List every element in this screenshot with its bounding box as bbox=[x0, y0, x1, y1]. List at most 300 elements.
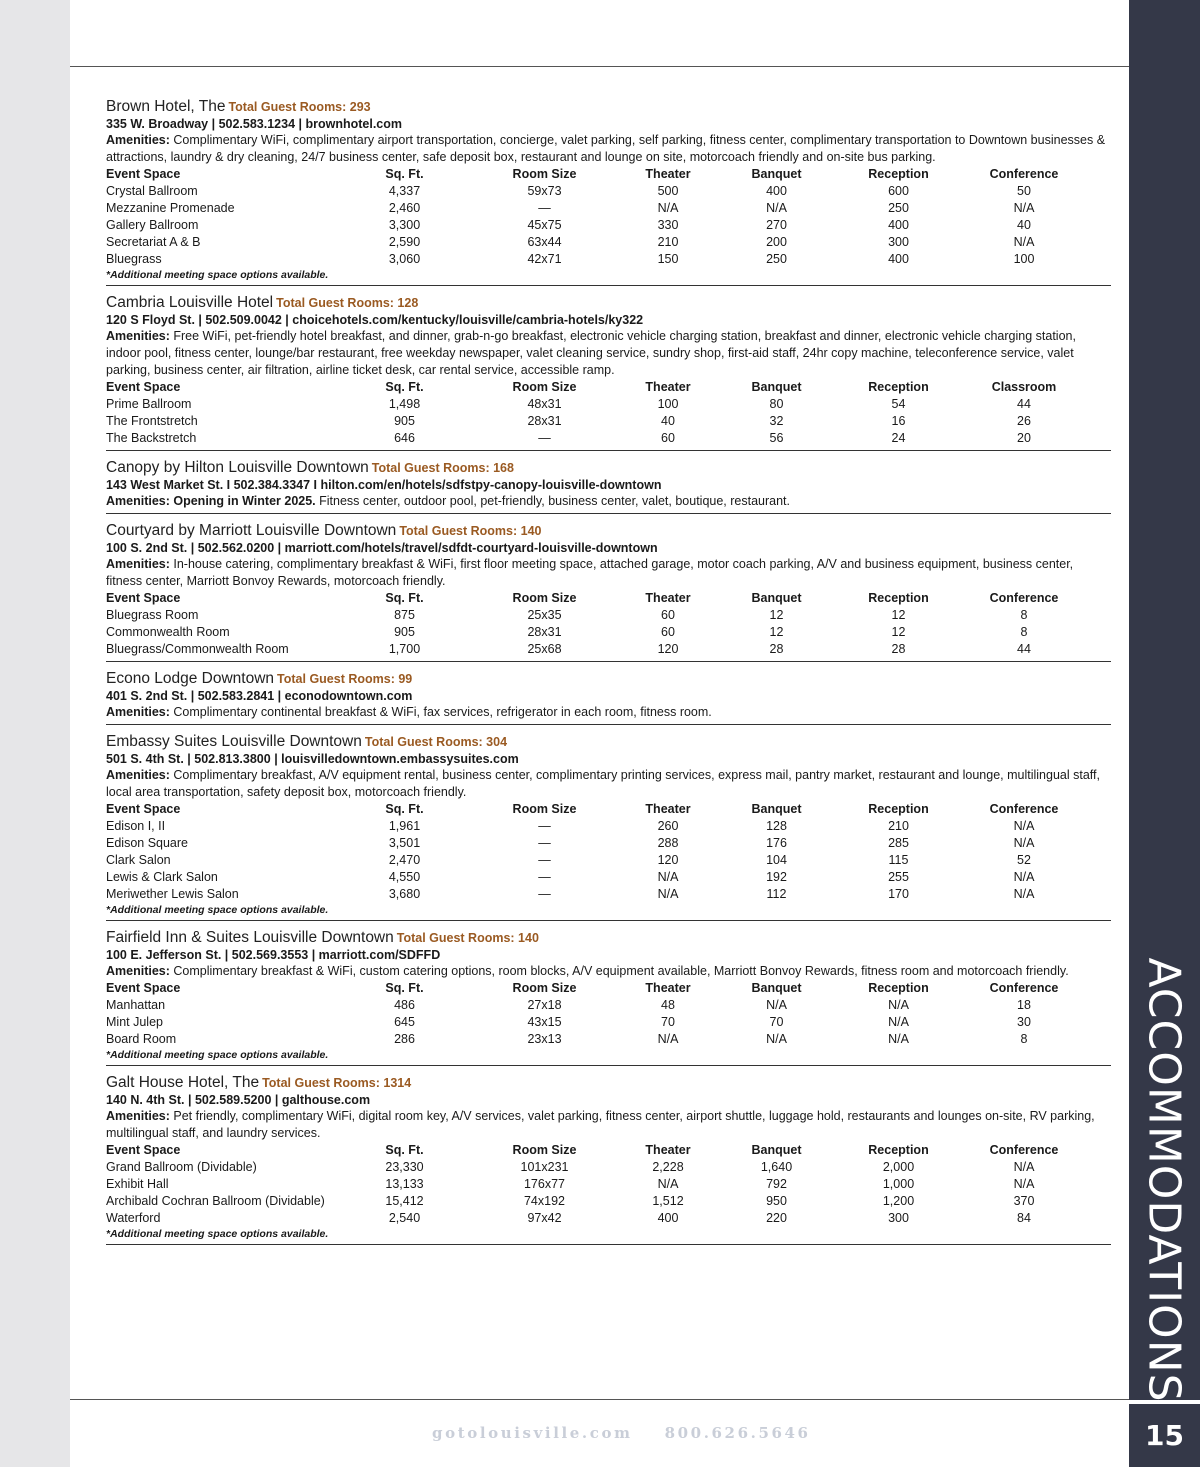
column-header: Sq. Ft. bbox=[385, 802, 424, 816]
table-cell: 44 bbox=[1017, 642, 1031, 656]
table-cell: 875 bbox=[394, 608, 415, 622]
total-guest-rooms: Total Guest Rooms: 168 bbox=[371, 461, 514, 475]
table-cell: Mint Julep bbox=[106, 1015, 163, 1029]
table-cell: 300 bbox=[888, 1211, 909, 1225]
hotel-contact: 100 E. Jefferson St. | 502.569.3553 | marriott.com/SDFFD bbox=[106, 948, 441, 962]
amenities bbox=[106, 767, 1111, 801]
section-label: ACCOMMODATIONS bbox=[1138, 957, 1190, 1403]
table-cell: 100 bbox=[657, 397, 679, 411]
column-header: Theater bbox=[645, 1143, 691, 1157]
hotel-name: Galt House Hotel, The bbox=[106, 1074, 260, 1091]
table-cell: 8 bbox=[1020, 608, 1028, 622]
table-cell: 60 bbox=[661, 431, 675, 445]
table-cell: 2,460 bbox=[388, 201, 421, 215]
column-header: Reception bbox=[868, 981, 929, 995]
table-cell: 100 bbox=[1013, 252, 1035, 266]
total-guest-rooms: Total Guest Rooms: 99 bbox=[277, 672, 413, 686]
column-header: Theater bbox=[645, 981, 691, 995]
table-row bbox=[106, 183, 1104, 200]
footer bbox=[432, 1424, 811, 1442]
column-header: Room Size bbox=[512, 167, 577, 181]
table-row bbox=[106, 396, 1104, 413]
table-cell: 400 bbox=[766, 184, 787, 198]
column-header: Theater bbox=[645, 380, 691, 394]
column-header: Room Size bbox=[512, 802, 577, 816]
table-cell: 646 bbox=[394, 431, 415, 445]
table-row bbox=[106, 641, 1104, 658]
table-cell: N/A bbox=[1013, 887, 1035, 901]
table-cell: Board Room bbox=[106, 1032, 177, 1046]
table-cell: 32 bbox=[769, 414, 784, 428]
amenities-label: Amenities: bbox=[106, 1109, 170, 1123]
table-cell: 115 bbox=[888, 853, 909, 867]
table-cell: Edison Square bbox=[106, 836, 189, 850]
table-cell: Mezzanine Promenade bbox=[106, 201, 235, 215]
total-guest-rooms: Total Guest Rooms: 304 bbox=[364, 735, 508, 749]
table-cell: 192 bbox=[766, 870, 787, 884]
page-number: 15 bbox=[1129, 1404, 1200, 1467]
table-cell: 3,680 bbox=[388, 887, 421, 901]
table-row bbox=[106, 234, 1104, 251]
table-cell: N/A bbox=[766, 1032, 787, 1046]
hotel-contact: 100 S. 2nd St. | 502.562.0200 | marriott.com/hotels/travel/sdfdt-courtyard-louisville-downtown bbox=[106, 541, 658, 555]
table-cell: 44 bbox=[1017, 397, 1031, 411]
table-cell: 50 bbox=[1017, 184, 1031, 198]
hotel-contact: 335 W. Broadway | 502.583.1234 | brownhotel.com bbox=[106, 117, 403, 131]
table-cell: Clark Salon bbox=[106, 853, 171, 867]
table-cell: 128 bbox=[766, 819, 787, 833]
table-header-row bbox=[106, 980, 1104, 997]
table-cell: 12 bbox=[891, 608, 906, 622]
column-header: Event Space bbox=[106, 591, 181, 605]
left-margin bbox=[0, 0, 70, 1467]
amenities bbox=[106, 493, 1111, 510]
column-header: Sq. Ft. bbox=[385, 981, 424, 995]
footer-website: gotolouisville.com bbox=[432, 1424, 633, 1442]
amenities-text: Complimentary breakfast & WiFi, custom catering options, room blocks, A/V equipment available, Marriott Bonvoy Rewards, fitness room and motorcoach friendly. bbox=[169, 964, 1069, 978]
total-guest-rooms: Total Guest Rooms: 128 bbox=[276, 296, 419, 310]
table-cell: 12 bbox=[769, 608, 784, 622]
table-row bbox=[106, 818, 1104, 835]
table-cell: N/A bbox=[657, 870, 679, 884]
table-row bbox=[106, 886, 1104, 903]
table-cell: 300 bbox=[888, 235, 909, 249]
table-cell: Bluegrass bbox=[106, 252, 162, 266]
column-header: Conference bbox=[989, 981, 1059, 995]
table-cell: 74x192 bbox=[523, 1194, 565, 1208]
table-cell: N/A bbox=[1013, 870, 1035, 884]
table-cell: Edison I, II bbox=[106, 819, 166, 833]
table-row bbox=[106, 835, 1104, 852]
footnote: *Additional meeting space options available. bbox=[106, 1228, 329, 1240]
amenities-text: In-house catering, complimentary breakfast & WiFi, first floor meeting space, attached garage, motor coach parking, A/V and business equipment, business center, fitness center, Marriott Bonvoy Rewards, motorcoach friendly. bbox=[106, 557, 1074, 588]
table-cell: 23x13 bbox=[527, 1032, 562, 1046]
amenities-label: Amenities: bbox=[106, 329, 170, 343]
amenities-label: Amenities: bbox=[106, 964, 170, 978]
table-cell: — bbox=[538, 819, 551, 833]
hotel-name: Embassy Suites Louisville Downtown bbox=[106, 733, 362, 750]
column-header: Sq. Ft. bbox=[385, 167, 424, 181]
amenities bbox=[106, 556, 1111, 590]
table-cell: 30 bbox=[1017, 1015, 1031, 1029]
total-guest-rooms: Total Guest Rooms: 140 bbox=[396, 931, 539, 945]
table-cell: N/A bbox=[657, 201, 679, 215]
table-cell: N/A bbox=[888, 998, 909, 1012]
table-cell: 330 bbox=[657, 218, 679, 232]
event-space-table bbox=[106, 379, 1104, 447]
table-cell: 28 bbox=[891, 642, 906, 656]
table-cell: 176x77 bbox=[523, 1177, 565, 1191]
amenities bbox=[106, 132, 1111, 166]
column-header: Banquet bbox=[751, 167, 802, 181]
hotel-name: Cambria Louisville Hotel bbox=[106, 294, 274, 311]
table-cell: 286 bbox=[394, 1032, 415, 1046]
column-header: Banquet bbox=[751, 1143, 802, 1157]
table-cell: 60 bbox=[661, 608, 675, 622]
table-cell: 101x231 bbox=[520, 1160, 569, 1174]
table-cell: — bbox=[538, 201, 551, 215]
hotel-entry bbox=[106, 520, 1111, 662]
hotel-name: Fairfield Inn & Suites Louisville Downtown bbox=[106, 929, 394, 946]
table-row bbox=[106, 430, 1104, 447]
total-guest-rooms: Total Guest Rooms: 140 bbox=[399, 524, 542, 538]
table-row bbox=[106, 1176, 1104, 1193]
hotel-contact: 501 S. 4th St. | 502.813.3800 | louisvilledowntown.embassysuites.com bbox=[106, 752, 519, 766]
table-cell: 250 bbox=[888, 201, 909, 215]
table-cell: 8 bbox=[1020, 1032, 1028, 1046]
table-header-row bbox=[106, 801, 1104, 818]
table-cell: 400 bbox=[888, 252, 909, 266]
hotel-name: Brown Hotel, The bbox=[106, 98, 226, 115]
table-cell: 1,700 bbox=[388, 642, 421, 656]
hotel-entry bbox=[106, 96, 1111, 286]
table-cell: 28 bbox=[769, 642, 784, 656]
total-guest-rooms: Total Guest Rooms: 1314 bbox=[262, 1076, 412, 1090]
column-header: Event Space bbox=[106, 802, 181, 816]
column-header: Reception bbox=[868, 380, 929, 394]
table-row bbox=[106, 217, 1104, 234]
table-cell: Meriwether Lewis Salon bbox=[106, 887, 239, 901]
table-cell: 60 bbox=[661, 625, 675, 639]
column-header: Event Space bbox=[106, 380, 181, 394]
table-cell: 1,640 bbox=[760, 1160, 793, 1174]
table-cell: Lewis & Clark Salon bbox=[106, 870, 218, 884]
table-cell: 48x31 bbox=[527, 397, 562, 411]
total-guest-rooms: Total Guest Rooms: 293 bbox=[228, 100, 371, 114]
column-header: Banquet bbox=[751, 591, 802, 605]
table-cell: 26 bbox=[1017, 414, 1031, 428]
hotel-entry bbox=[106, 927, 1111, 1066]
table-cell: 8 bbox=[1020, 625, 1028, 639]
hotel-contact: 120 S Floyd St. | 502.509.0042 | choicehotels.com/kentucky/louisville/cambria-hotels/ky322 bbox=[106, 313, 644, 327]
table-cell: 70 bbox=[661, 1015, 675, 1029]
table-row bbox=[106, 1210, 1104, 1227]
table-cell: 120 bbox=[657, 853, 679, 867]
table-cell: 2,540 bbox=[388, 1211, 421, 1225]
footnote: *Additional meeting space options available. bbox=[106, 1049, 329, 1061]
table-cell: — bbox=[538, 836, 551, 850]
table-row bbox=[106, 607, 1104, 624]
table-cell: 42x71 bbox=[527, 252, 562, 266]
table-cell: Prime Ballroom bbox=[106, 397, 192, 411]
table-row bbox=[106, 413, 1104, 430]
column-header: Reception bbox=[868, 802, 929, 816]
column-header: Banquet bbox=[751, 802, 802, 816]
table-header-row bbox=[106, 379, 1104, 396]
table-cell: 3,300 bbox=[388, 218, 421, 232]
amenities-text: Fitness center, outdoor pool, pet-friendly, business center, valet, boutique, restaurant. bbox=[315, 494, 791, 508]
amenities-text: Free WiFi, pet-friendly hotel breakfast, and dinner, grab-n-go breakfast, electronic vehicle charging station, breakfast and dinner, electronic vehicle charging station, indoor pool, fitness center, lounge/bar restaurant, free weekday newspaper, valet cleaning service, sundry shop, first-aid staff, 24hr copy machine, teleconference service, valet parking, business center, air filtration, airline ticket desk, car rental service, accessible ramp. bbox=[106, 329, 1076, 377]
table-cell: 370 bbox=[1013, 1194, 1035, 1208]
table-cell: 2,470 bbox=[388, 853, 421, 867]
table-row bbox=[106, 1031, 1104, 1048]
top-rule bbox=[70, 66, 1129, 67]
table-cell: 59x73 bbox=[527, 184, 562, 198]
table-cell: — bbox=[538, 853, 551, 867]
table-cell: 27x18 bbox=[527, 998, 562, 1012]
table-cell: 84 bbox=[1017, 1211, 1031, 1225]
table-cell: 400 bbox=[888, 218, 909, 232]
table-cell: 200 bbox=[766, 235, 787, 249]
table-cell: 285 bbox=[888, 836, 909, 850]
hotel-entry bbox=[106, 292, 1111, 451]
column-header: Sq. Ft. bbox=[385, 591, 424, 605]
table-cell: 270 bbox=[766, 218, 787, 232]
table-cell: 170 bbox=[888, 887, 909, 901]
table-cell: 250 bbox=[766, 252, 787, 266]
column-header: Room Size bbox=[512, 1143, 577, 1157]
table-cell: 950 bbox=[766, 1194, 787, 1208]
amenities bbox=[106, 704, 1111, 721]
table-cell: 220 bbox=[766, 1211, 787, 1225]
table-cell: 13,133 bbox=[385, 1177, 424, 1191]
hotel-listings bbox=[106, 96, 1111, 1251]
table-header-row bbox=[106, 166, 1104, 183]
table-cell: 48 bbox=[661, 998, 675, 1012]
table-cell: Grand Ballroom (Dividable) bbox=[106, 1160, 257, 1174]
table-cell: 12 bbox=[769, 625, 784, 639]
table-cell: 56 bbox=[769, 431, 784, 445]
event-space-table bbox=[106, 1142, 1104, 1227]
footer-phone: 800.626.5646 bbox=[664, 1424, 811, 1442]
amenities-label: Amenities: bbox=[106, 768, 170, 782]
column-header: Conference bbox=[989, 167, 1059, 181]
table-cell: N/A bbox=[657, 1032, 679, 1046]
table-row bbox=[106, 1159, 1104, 1176]
table-cell: 1,512 bbox=[652, 1194, 684, 1208]
table-cell: — bbox=[538, 431, 551, 445]
table-cell: 63x44 bbox=[527, 235, 562, 249]
table-cell: 792 bbox=[766, 1177, 787, 1191]
table-cell: 600 bbox=[888, 184, 909, 198]
table-cell: 260 bbox=[657, 819, 679, 833]
table-cell: 1,961 bbox=[388, 819, 421, 833]
amenities-label: Amenities: Opening in Winter 2025. bbox=[106, 494, 316, 508]
table-cell: 176 bbox=[766, 836, 787, 850]
amenities bbox=[106, 328, 1111, 379]
table-row bbox=[106, 852, 1104, 869]
event-space-table bbox=[106, 590, 1104, 658]
table-cell: 905 bbox=[394, 625, 415, 639]
table-cell: N/A bbox=[1013, 201, 1035, 215]
table-cell: Crystal Ballroom bbox=[106, 184, 198, 198]
amenities-label: Amenities: bbox=[106, 557, 170, 571]
table-cell: 2,228 bbox=[652, 1160, 684, 1174]
hotel-name: Canopy by Hilton Louisville Downtown bbox=[106, 459, 369, 476]
table-cell: 25x68 bbox=[527, 642, 562, 656]
column-header: Classroom bbox=[991, 380, 1057, 394]
column-header: Sq. Ft. bbox=[385, 380, 424, 394]
table-cell: N/A bbox=[766, 201, 787, 215]
table-row bbox=[106, 997, 1104, 1014]
table-cell: Gallery Ballroom bbox=[106, 218, 199, 232]
table-cell: 52 bbox=[1017, 853, 1031, 867]
amenities-text: Complimentary continental breakfast & WiFi, fax services, refrigerator in each room, fitness room. bbox=[169, 705, 712, 719]
table-cell: 1,200 bbox=[882, 1194, 915, 1208]
table-cell: N/A bbox=[1013, 836, 1035, 850]
table-row bbox=[106, 624, 1104, 641]
hotel-entry bbox=[106, 1072, 1111, 1245]
event-space-table bbox=[106, 166, 1104, 268]
table-cell: 120 bbox=[657, 642, 679, 656]
event-space-table bbox=[106, 801, 1104, 903]
table-cell: 20 bbox=[1017, 431, 1031, 445]
table-cell: 28x31 bbox=[527, 414, 562, 428]
table-cell: N/A bbox=[1013, 1160, 1035, 1174]
table-cell: — bbox=[538, 887, 551, 901]
column-header: Conference bbox=[989, 591, 1059, 605]
table-cell: 1,498 bbox=[388, 397, 421, 411]
table-cell: 288 bbox=[657, 836, 679, 850]
table-cell: 3,501 bbox=[388, 836, 421, 850]
table-cell: 80 bbox=[769, 397, 784, 411]
table-cell: 40 bbox=[661, 414, 675, 428]
column-header: Banquet bbox=[751, 380, 802, 394]
table-cell: 210 bbox=[657, 235, 679, 249]
table-cell: 23,330 bbox=[385, 1160, 424, 1174]
hotel-name: Courtyard by Marriott Louisville Downtown bbox=[106, 522, 397, 539]
table-cell: 645 bbox=[394, 1015, 415, 1029]
column-header: Event Space bbox=[106, 1143, 181, 1157]
table-cell: 54 bbox=[891, 397, 906, 411]
amenities-text: Pet friendly, complimentary WiFi, digital room key, A/V services, valet parking, fitness center, airport shuttle, luggage hold, restaurants and lounges on-site, RV parking, multilingual staff, and laundry services. bbox=[106, 1109, 1095, 1140]
table-cell: 40 bbox=[1017, 218, 1031, 232]
column-header: Sq. Ft. bbox=[385, 1143, 424, 1157]
amenities-text: Complimentary WiFi, complimentary airport transportation, concierge, valet parking, self parking, fitness center, complimentary transportation to Downtown businesses & attractions, laundry & dry cleaning, 24/7 business center, safe deposit box, restaurant and lounge on site, motorcoach friendly and on-site bus parking. bbox=[106, 133, 1106, 164]
table-cell: Manhattan bbox=[106, 998, 166, 1012]
table-cell: 3,060 bbox=[388, 252, 421, 266]
table-cell: Archibald Cochran Ballroom (Dividable) bbox=[106, 1194, 325, 1208]
footnote: *Additional meeting space options available. bbox=[106, 904, 329, 916]
event-space-table bbox=[106, 980, 1104, 1048]
table-cell: 4,550 bbox=[388, 870, 421, 884]
table-cell: 400 bbox=[657, 1211, 679, 1225]
hotel-name: Econo Lodge Downtown bbox=[106, 670, 275, 687]
table-cell: Commonwealth Room bbox=[106, 625, 230, 639]
table-row bbox=[106, 200, 1104, 217]
table-cell: 150 bbox=[657, 252, 679, 266]
table-cell: N/A bbox=[888, 1032, 909, 1046]
hotel-contact: 143 West Market St. I 502.384.3347 I hilton.com/en/hotels/sdfstpy-canopy-louisville-downtown bbox=[106, 478, 662, 492]
table-row bbox=[106, 869, 1104, 886]
table-cell: 255 bbox=[888, 870, 909, 884]
amenities bbox=[106, 1108, 1111, 1142]
table-cell: 4,337 bbox=[388, 184, 421, 198]
table-cell: 486 bbox=[394, 998, 415, 1012]
table-cell: 104 bbox=[766, 853, 787, 867]
table-cell: N/A bbox=[1013, 819, 1035, 833]
column-header: Banquet bbox=[751, 981, 802, 995]
table-cell: 15,412 bbox=[385, 1194, 424, 1208]
column-header: Room Size bbox=[512, 981, 577, 995]
column-header: Reception bbox=[868, 1143, 929, 1157]
table-cell: 97x42 bbox=[527, 1211, 562, 1225]
column-header: Theater bbox=[645, 591, 691, 605]
table-cell: N/A bbox=[1013, 235, 1035, 249]
hotel-entry bbox=[106, 668, 1111, 725]
column-header: Room Size bbox=[512, 591, 577, 605]
amenities-label: Amenities: bbox=[106, 705, 170, 719]
table-cell: 45x75 bbox=[527, 218, 562, 232]
table-cell: N/A bbox=[657, 887, 679, 901]
bottom-rule bbox=[70, 1399, 1129, 1400]
table-cell: 43x15 bbox=[527, 1015, 562, 1029]
footnote: *Additional meeting space options available. bbox=[106, 269, 329, 281]
column-header: Event Space bbox=[106, 167, 181, 181]
column-header: Event Space bbox=[106, 981, 181, 995]
table-cell: Exhibit Hall bbox=[106, 1177, 169, 1191]
table-cell: The Frontstretch bbox=[106, 414, 198, 428]
table-cell: 1,000 bbox=[882, 1177, 915, 1191]
table-cell: Bluegrass/Commonwealth Room bbox=[106, 642, 289, 656]
amenities bbox=[106, 963, 1111, 980]
table-cell: 500 bbox=[657, 184, 679, 198]
table-cell: 112 bbox=[766, 887, 787, 901]
table-cell: Waterford bbox=[106, 1211, 161, 1225]
table-cell: 16 bbox=[891, 414, 906, 428]
table-cell: 905 bbox=[394, 414, 415, 428]
table-cell: 2,590 bbox=[388, 235, 421, 249]
table-row bbox=[106, 1014, 1104, 1031]
table-cell: 28x31 bbox=[527, 625, 562, 639]
table-cell: N/A bbox=[766, 998, 787, 1012]
table-cell: 210 bbox=[888, 819, 909, 833]
table-cell: 18 bbox=[1017, 998, 1031, 1012]
table-cell: — bbox=[538, 870, 551, 884]
column-header: Conference bbox=[989, 802, 1059, 816]
table-cell: N/A bbox=[657, 1177, 679, 1191]
table-cell: 25x35 bbox=[527, 608, 562, 622]
table-header-row bbox=[106, 1142, 1104, 1159]
column-header: Reception bbox=[868, 167, 929, 181]
table-cell: Bluegrass Room bbox=[106, 608, 199, 622]
hotel-entry bbox=[106, 731, 1111, 921]
hotel-contact: 401 S. 2nd St. | 502.583.2841 | econodowntown.com bbox=[106, 689, 413, 703]
table-cell: The Backstretch bbox=[106, 431, 197, 445]
column-header: Theater bbox=[645, 802, 691, 816]
table-cell: 24 bbox=[891, 431, 906, 445]
column-header: Theater bbox=[645, 167, 691, 181]
table-header-row bbox=[106, 590, 1104, 607]
table-row bbox=[106, 251, 1104, 268]
column-header: Reception bbox=[868, 591, 929, 605]
table-cell: N/A bbox=[888, 1015, 909, 1029]
table-cell: N/A bbox=[1013, 1177, 1035, 1191]
amenities-text: Complimentary breakfast, A/V equipment rental, business center, complimentary printing services, express mail, pantry market, restaurant and lounge, multilingual staff, local area transportation, safety deposit box, motorcoach friendly. bbox=[106, 768, 1100, 799]
column-header: Conference bbox=[989, 1143, 1059, 1157]
hotel-entry bbox=[106, 457, 1111, 514]
table-cell: 12 bbox=[891, 625, 906, 639]
